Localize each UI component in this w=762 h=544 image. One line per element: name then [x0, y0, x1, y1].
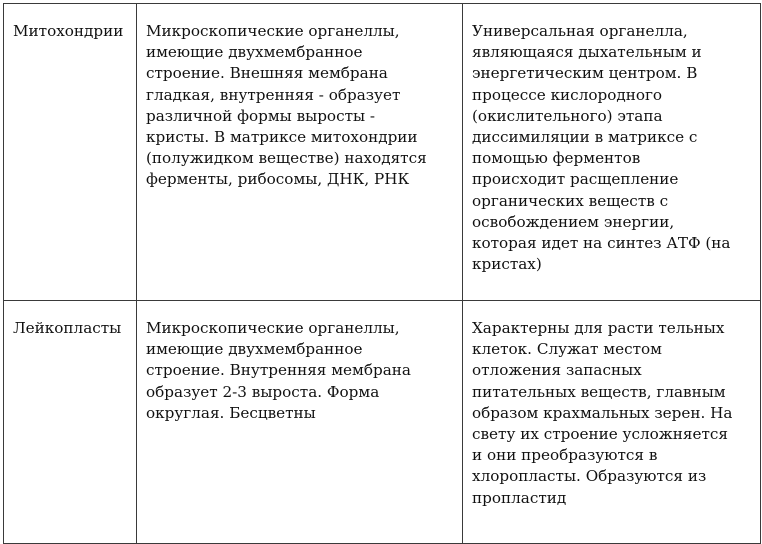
function-cell [463, 4, 761, 301]
structure-line: гладкая, внутренняя - образует [146, 85, 401, 104]
structure-line: округлая. Бесцветны [146, 403, 316, 422]
structure-line: имеющие двухмембранное [146, 43, 363, 62]
table-row [4, 301, 761, 544]
structure-cell [137, 4, 463, 301]
structure-cell [137, 301, 463, 544]
organelle-table [3, 3, 761, 544]
function-line: образом крахмальных зерен. На [472, 403, 733, 422]
structure-line: имеющие двухмембранное [146, 340, 363, 359]
function-line: клеток. Служат местом [472, 340, 662, 359]
function-line: кристах) [472, 255, 542, 274]
structure-line: ферменты, рибосомы, ДНК, РНК [146, 170, 410, 189]
function-line: Универсальная органелла, [472, 22, 688, 40]
structure-line: различной формы выросты - [146, 106, 376, 125]
function-line: которая идет на синтез АТФ (на [472, 234, 731, 253]
function-line: (окислительного) этапа [472, 106, 663, 125]
function-line: пропластид [472, 488, 567, 507]
organelle-name: Лейкопласты [13, 319, 122, 337]
structure-line: строение. Внешняя мембрана [146, 64, 388, 83]
function-cell [463, 301, 761, 544]
structure-line: образует 2-3 выроста. Форма [146, 382, 380, 401]
function-line: диссимиляции в матриксе с [472, 128, 698, 147]
function-line: процессе кислородного [472, 85, 663, 104]
structure-line: (полужидком веществе) находятся [146, 149, 427, 168]
function-line: органических веществ с [472, 191, 669, 210]
organelle-name: Митохондрии [13, 22, 124, 40]
structure-line: кристы. В матриксе митохондрии [146, 128, 418, 147]
function-line: помощью ферментов [472, 149, 641, 168]
function-line: хлоропласты. Образуются из [472, 467, 707, 486]
structure-line: Микроскопические органеллы, [146, 22, 400, 40]
function-line: освобождением энергии, [472, 212, 675, 231]
structure-line: Микроскопические органеллы, [146, 319, 400, 337]
function-line: являющаяся дыхательным и [472, 43, 702, 62]
function-line: Характерны для расти тельных [472, 319, 725, 337]
function-line: отложения запасных [472, 361, 642, 380]
organelle-name-cell [4, 4, 137, 301]
structure-line: строение. Внутренняя мембрана [146, 361, 411, 380]
function-line: происходит расщепление [472, 170, 679, 189]
organelle-name-cell [4, 301, 137, 544]
function-line: питательных веществ, главным [472, 382, 726, 401]
table-row [4, 4, 761, 301]
function-line: энергетическим центром. В [472, 64, 698, 83]
function-line: и они преобразуются в [472, 446, 658, 465]
function-line: свету их строение усложняется [472, 425, 728, 444]
